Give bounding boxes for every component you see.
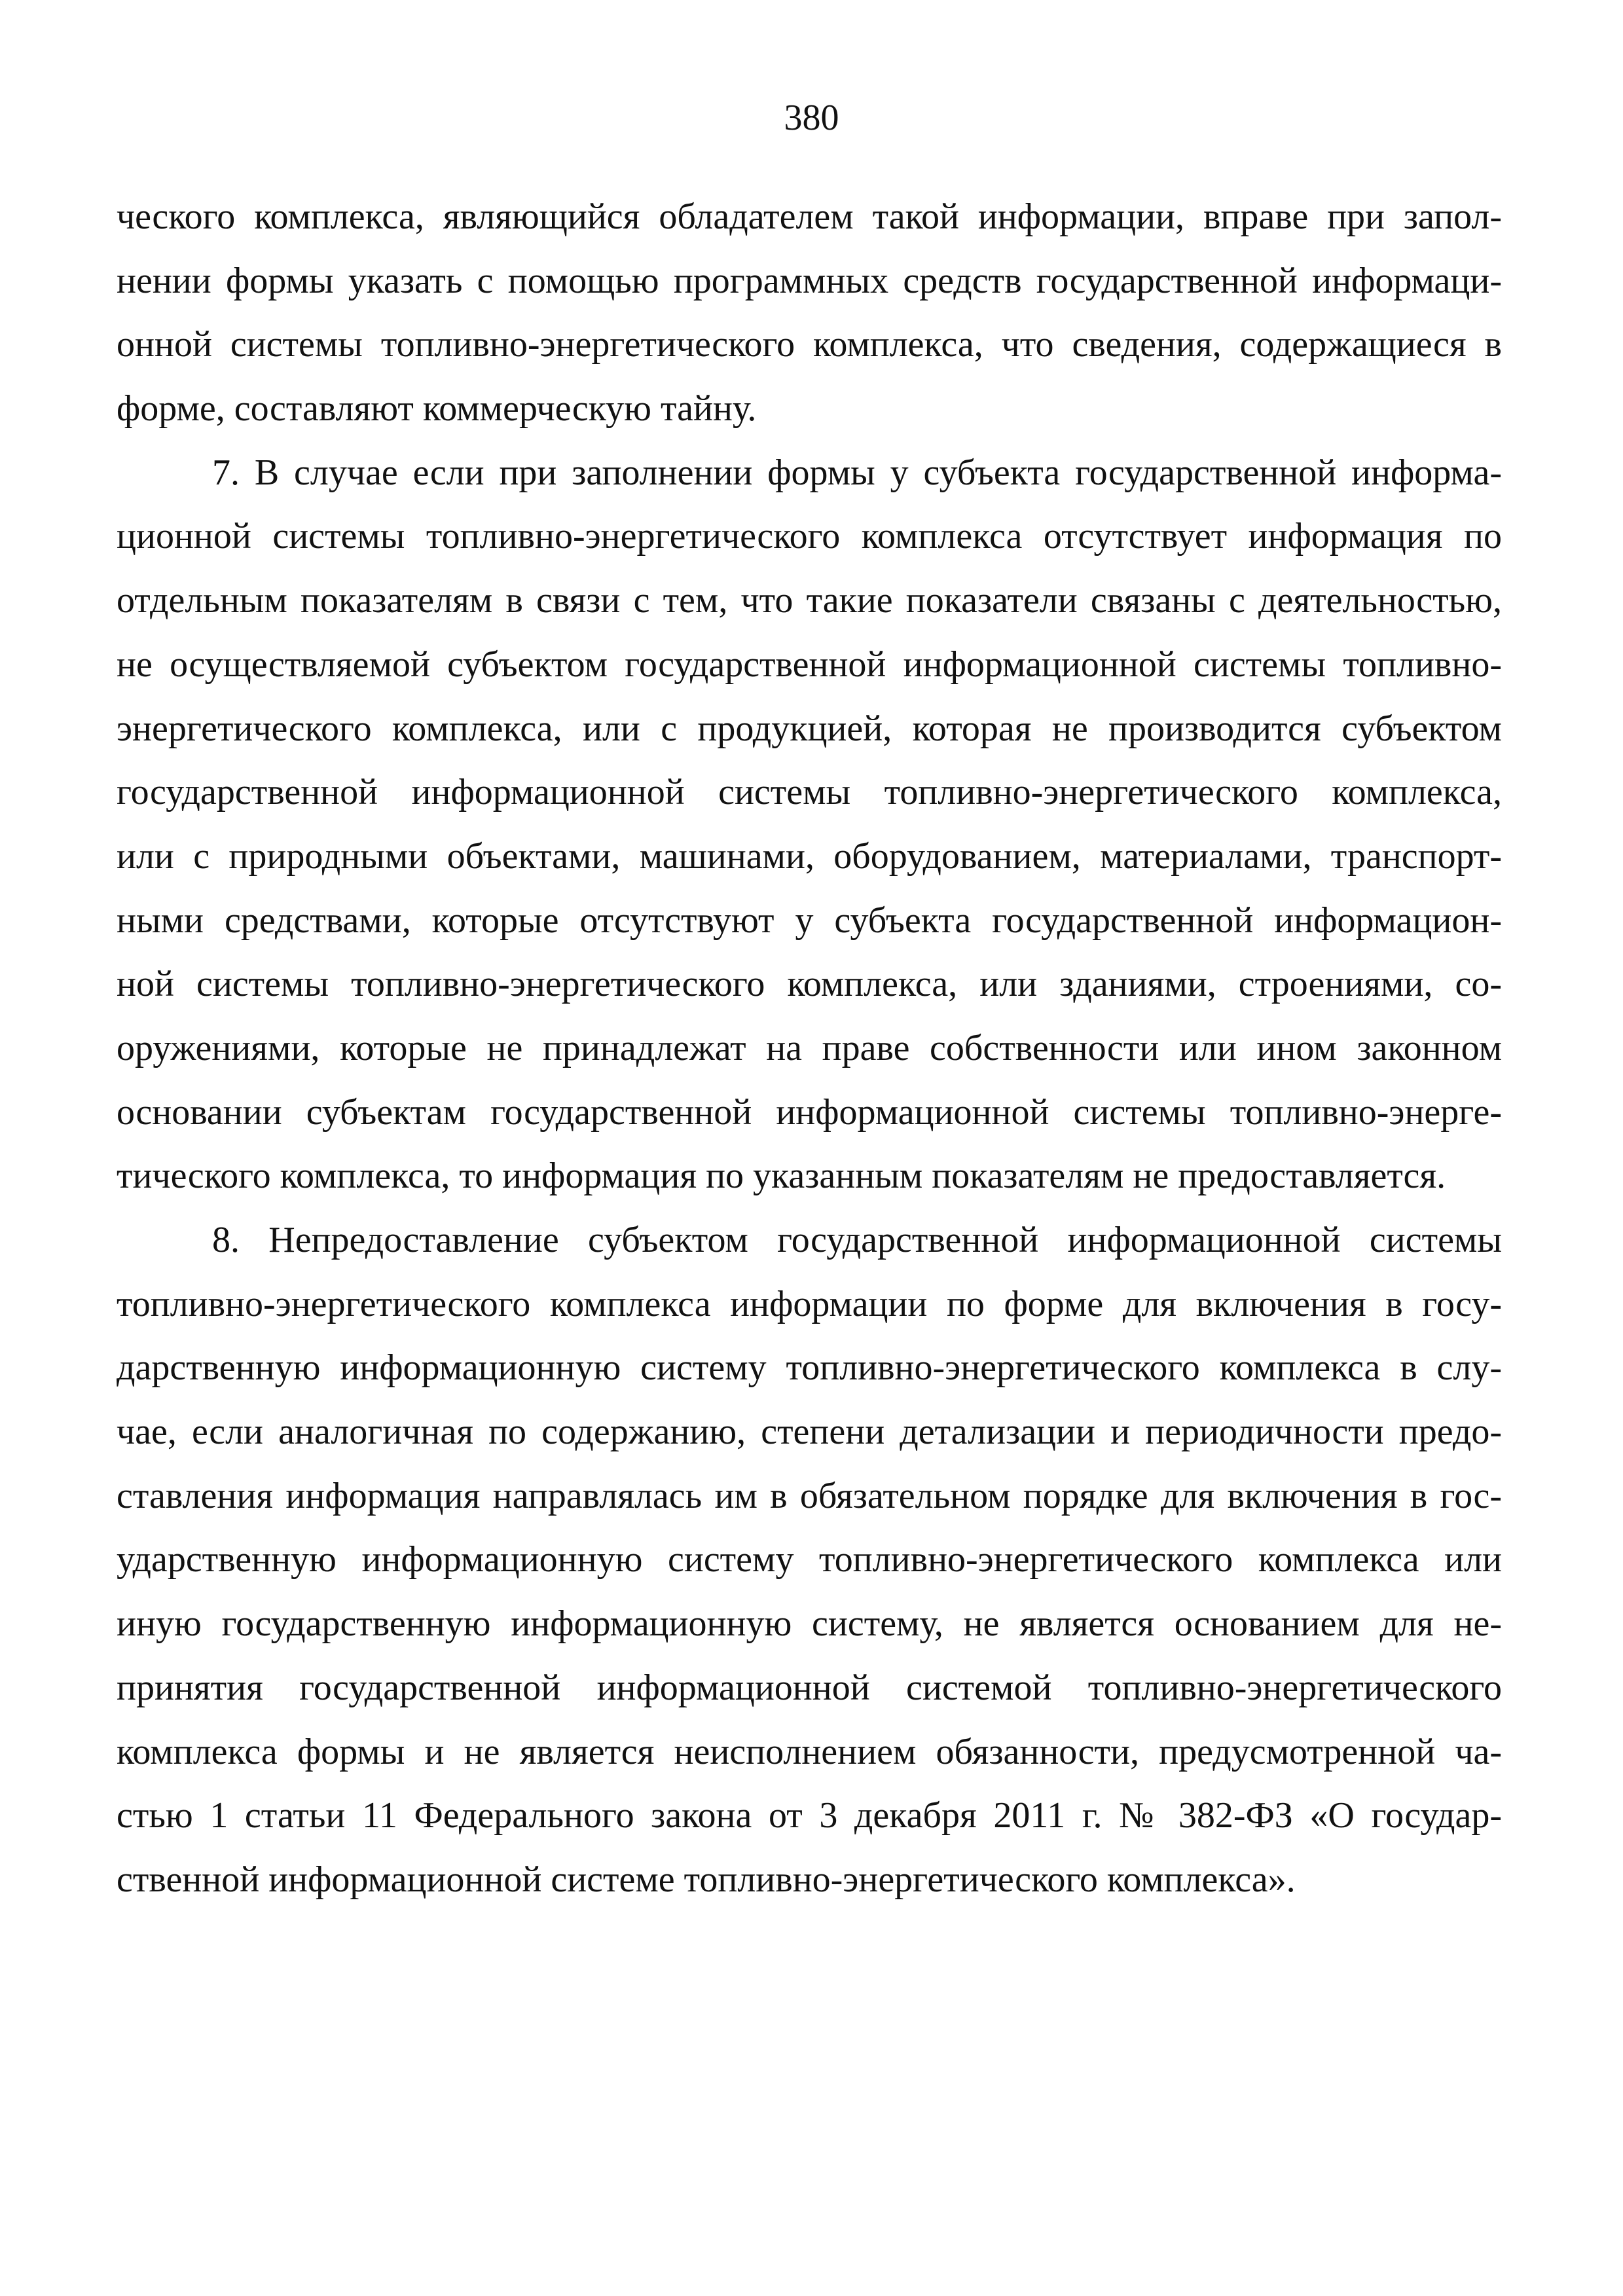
text-line: принятия государственной информационной системой топливно-энергетического [117,1667,1502,1708]
text-line: 7. В случае если при заполнении формы у субъекта государственной информа- [212,452,1502,493]
text-line: дарственную информационную систему топливно-энергетического комплекса в слу- [117,1347,1502,1389]
text-line: отдельным показателям в связи с тем, что такие показатели связаны с деятельностью, [117,580,1502,621]
text-line: ударственную информационную систему топливно-энергетического комплекса или [117,1539,1502,1580]
text-line: иную государственную информационную систему, не является основанием для не- [117,1603,1502,1645]
text-line: или с природными объектами, машинами, оборудованием, материалами, транспорт- [117,835,1502,877]
text-line: тического комплекса, то информация по указанным показателям не предоставляется. [117,1156,1446,1197]
text-line: ционной системы топливно-энергетического комплекса отсутствует информация по [117,516,1502,557]
text-line: комплекса формы и не является неисполнением обязанности, предусмотренной ча- [117,1731,1502,1772]
text-line: не осуществляемой субъектом государственной информационной системы топливно- [117,644,1502,685]
document-body [117,185,1502,1912]
text-line: ственной информационной системе топливно-энергетического комплекса». [117,1859,1296,1900]
text-line: топливно-энергетического комплекса информации по форме для включения в госу- [117,1283,1502,1324]
text-line: 8. Непредоставление субъектом государственной информационной системы [212,1220,1502,1260]
text-line: ной системы топливно-энергетического комплекса, или зданиями, строениями, со- [117,964,1502,1005]
text-line: ными средствами, которые отсутствуют у субъекта государственной информацион- [117,900,1502,941]
paragraph-item-7 [117,441,1502,1209]
text-line: нении формы указать с помощью программных средств государственной информаци- [117,260,1502,301]
text-line: оружениями, которые не принадлежат на праве собственности или ином законном [117,1027,1502,1068]
page-number: 380 [784,98,839,138]
text-line: ставления информация направлялась им в обязательном порядке для включения в гос- [117,1475,1502,1516]
text-line: стью 1 статьи 11 Федерального закона от 3 декабря 2011 г. № 382-ФЗ «О государ- [117,1795,1502,1836]
text-line: энергетического комплекса, или с продукцией, которая не производится субъектом [117,708,1502,749]
text-line: чае, если аналогичная по содержанию, степени детализации и периодичности предо- [117,1412,1502,1453]
text-line: форме, составляют коммерческую тайну. [117,388,757,429]
text-line: основании субъектам государственной информационной системы топливно-энерге- [117,1091,1502,1133]
text-line: онной системы топливно-энергетического комплекса, что сведения, содержащиеся в [117,324,1502,365]
text-line: ческого комплекса, являющийся обладателем такой информации, вправе при запол- [117,196,1502,237]
paragraph-item-8 [117,1209,1502,1912]
paragraph-continuation [117,185,1502,441]
text-line: государственной информационной системы топливно-энергетического комплекса, [117,772,1502,813]
